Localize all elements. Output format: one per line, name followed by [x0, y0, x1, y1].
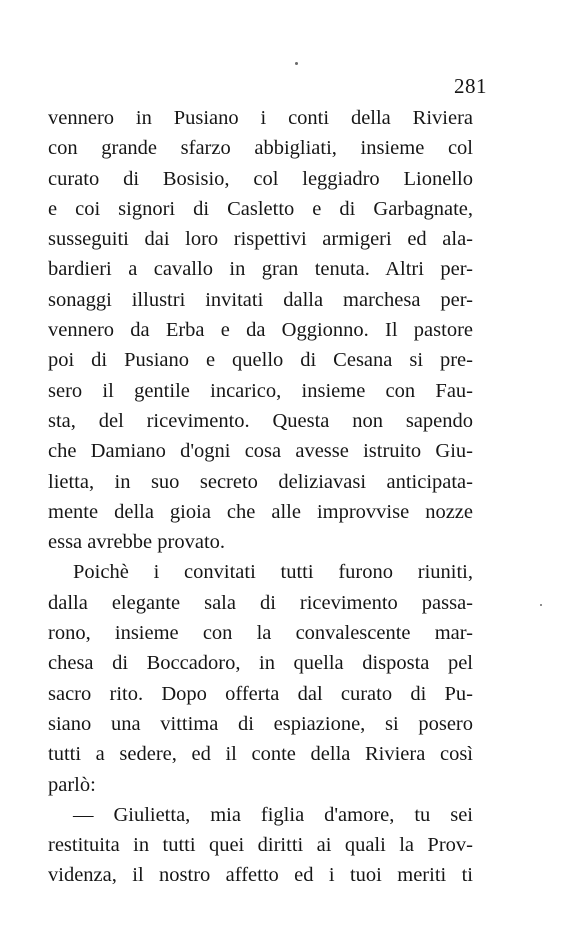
text-line: con grande sfarzo abbigliati, insieme col [48, 137, 473, 160]
text-line: sero il gentile incarico, insieme con Fau- [48, 379, 473, 402]
paragraph-start-line: Poichè i convitati tutti furono riuniti, [73, 561, 473, 584]
text-line: che Damiano d'ogni cosa avesse istruito Giu- [48, 440, 473, 463]
text-line: videnza, il nostro affetto ed i tuoi meriti ti [48, 864, 473, 887]
text-line: mente della gioia che alle improvvise nozze [48, 500, 473, 523]
paragraph-end-line: parlò: [48, 773, 96, 796]
text-line: sta, del ricevimento. Questa non sapendo [48, 409, 473, 432]
text-line: sacro rito. Dopo offerta dal curato di Pu- [48, 682, 473, 705]
page-number: 281 [454, 74, 487, 98]
text-line: vennero da Erba e da Oggionno. Il pastore [48, 319, 473, 342]
paper-speck [540, 604, 542, 606]
text-line: vennero in Pusiano i conti della Riviera [48, 107, 473, 129]
text-line: bardieri a cavallo in gran tenuta. Altri per- [48, 258, 473, 281]
text-line: curato di Bosisio, col leggiadro Lionello [48, 167, 473, 190]
text-line: susseguiti dai loro rispettivi armigeri ed ala- [48, 228, 473, 251]
text-line: rono, insieme con la convalescente mar- [48, 622, 473, 645]
text-line: dalla elegante sala di ricevimento passa- [48, 591, 473, 614]
text-line: tutti a sedere, ed il conte della Riviera così [48, 743, 473, 766]
text-line: restituita in tutti quei diritti ai quali la Prov- [48, 834, 473, 857]
body-text [48, 103, 473, 891]
text-line: e coi signori di Casletto e di Garbagnate, [48, 197, 473, 220]
paragraph-start-line: — Giulietta, mia figlia d'amore, tu sei [73, 803, 473, 826]
paragraph-end-line: essa avrebbe provato. [48, 531, 226, 554]
text-line: poi di Pusiano e quello di Cesana si pre- [48, 349, 473, 372]
text-line: chesa di Boccadoro, in quella disposta pel [48, 652, 473, 675]
text-line: siano una vittima di espiazione, si posero [48, 712, 473, 735]
text-line: sonaggi illustri invitati dalla marchesa per- [48, 288, 473, 311]
paper-speck [295, 62, 298, 65]
text-line: lietta, in suo secreto deliziavasi anticipata- [48, 470, 473, 493]
